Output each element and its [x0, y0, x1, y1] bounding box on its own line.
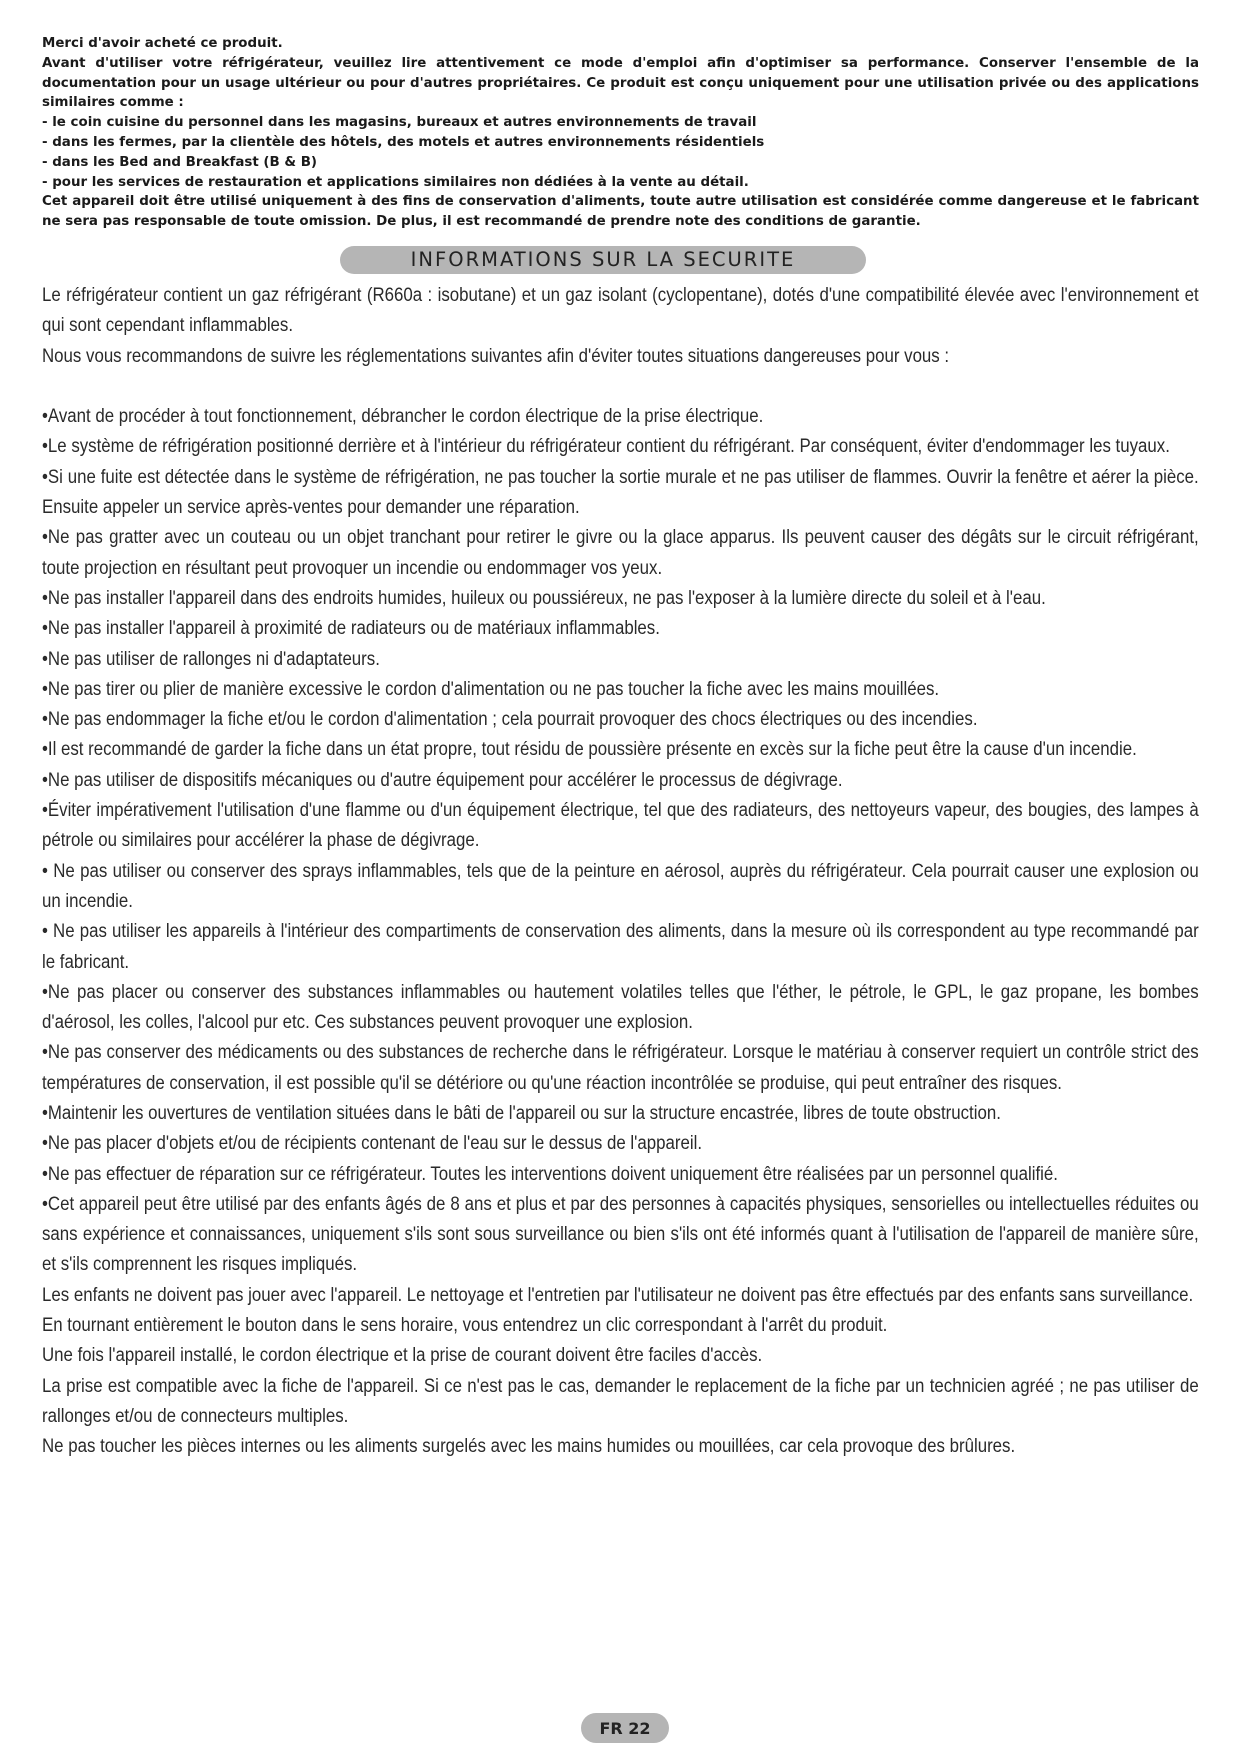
safety-bullet: •Éviter impérativement l'utilisation d'une flamme ou d'un équipement électrique, tel que des radiateurs, des nettoyeurs vapeur, des bougies, des lampes à pétrole ou similaires pour accélérer la phase de dégivrage.: [42, 799, 1199, 852]
safety-bullet: •Ne pas utiliser de dispositifs mécaniques ou d'autre équipement pour accélérer le processus de dégivrage.: [42, 768, 843, 791]
intro-line: Avant d'utiliser votre réfrigérateur, veuillez lire attentivement ce mode d'emploi afin d'optimiser sa performance. Conserver l'ensemble de la documentation pour un usage ultérieur ou pour d'autres propriétaires. Ce produit est conçu uniquement pour une utilisation privée ou des applications similaires comme :: [42, 55, 1199, 111]
safety-bullet: •Avant de procéder à tout fonctionnement, débrancher le cordon électrique de la prise électrique.: [42, 405, 764, 428]
safety-bullet: •Ne pas placer ou conserver des substances inflammables ou hautement volatiles telles que l'éther, le pétrole, le GPL, le gaz propane, les bombes d'aérosol, les colles, l'alcool pur etc. Ces substances peuvent provoquer une explosion.: [42, 980, 1199, 1034]
intro-text: [42, 34, 1199, 232]
closing-paragraph: Ne pas toucher les pièces internes ou les aliments surgelés avec les mains humides ou mouillées, car cela provoque des brûlures.: [42, 1435, 1016, 1458]
paragraph-gap: [42, 371, 1199, 401]
safety-bullet: •Le système de réfrigération positionné derrière et à l'intérieur du réfrigérateur contient du réfrigérant. Par conséquent, éviter d'endommager les tuyaux.: [42, 435, 1170, 458]
intro-line: Merci d'avoir acheté ce produit.: [42, 36, 283, 51]
safety-bullet: •Cet appareil peut être utilisé par des enfants âgés de 8 ans et plus et par des personnes à capacités physiques, sensorielles ou intellectuelles réduites ou sans expérience et connaissances, uniquement s'ils sont sous surveillance ou bien s'ils ont été informés quant à l'utilisation de l'appareil de manière sûre, et s'ils comprennent les risques impliqués.: [42, 1192, 1199, 1276]
safety-bullet: •Ne pas conserver des médicaments ou des substances de recherche dans le réfrigérateur. Lorsque le matériau à conserver requiert un contrôle strict des températures de conservation, il est possible qu'il se détériore ou qu'une réaction incontrôlée se produise, qui peut entraîner des risques.: [42, 1041, 1199, 1094]
closing-paragraph: En tournant entièrement le bouton dans le sens horaire, vous entendrez un clic correspondant à l'arrêt du produit.: [42, 1314, 888, 1337]
intro-line: - le coin cuisine du personnel dans les magasins, bureaux et autres environnements de travail: [42, 115, 757, 131]
body-paragraph: Nous vous recommandons de suivre les réglementations suivantes afin d'éviter toutes situations dangereuses pour vous :: [42, 344, 950, 367]
safety-bullet: •Ne pas placer d'objets et/ou de récipients contenant de l'eau sur le dessus de l'appareil.: [42, 1132, 703, 1155]
safety-bullet: •Ne pas gratter avec un couteau ou un objet tranchant pour retirer le givre ou la glace apparus. Ils peuvent causer des dégâts sur le circuit réfrigérant, toute projection en résultant peut provoquer un incendie ou endommager vos yeux.: [42, 526, 1199, 579]
safety-bullet: •Si une fuite est détectée dans le système de réfrigération, ne pas toucher la sortie murale et ne pas utiliser de flammes. Ouvrir la fenêtre et aérer la pièce. Ensuite appeler un service après-ventes pour demander une réparation.: [42, 465, 1199, 519]
closing-paragraph: La prise est compatible avec la fiche de l'appareil. Si ce n'est pas le cas, demander le replacement de la fiche par un technicien agréé ; ne pas utiliser de rallonges et/ou de connecteurs multiples.: [42, 1374, 1199, 1427]
intro-line: - pour les services de restauration et applications similaires non dédiées à la vente au détail.: [42, 174, 749, 190]
manual-page: [42, 34, 1199, 1462]
safety-bullet: •Ne pas tirer ou plier de manière excessive le cordon d'alimentation ou ne pas toucher la fiche avec les mains mouillées.: [42, 677, 940, 700]
closing-paragraph: Une fois l'appareil installé, le cordon électrique et la prise de courant doivent être faciles d'accès.: [42, 1344, 763, 1367]
safety-text: [42, 280, 1199, 1462]
safety-bullet: • Ne pas utiliser ou conserver des sprays inflammables, tels que de la peinture en aérosol, auprès du réfrigérateur. Cela pourrait causer une explosion ou un incendie.: [42, 859, 1199, 912]
safety-bullet: •Ne pas endommager la fiche et/ou le cordon d'alimentation ; cela pourrait provoquer des chocs électriques ou des incendies.: [42, 708, 978, 731]
safety-bullet: •Maintenir les ouvertures de ventilation situées dans le bâti de l'appareil ou sur la structure encastrée, libres de toute obstruction.: [42, 1101, 1001, 1124]
safety-bullet: •Ne pas utiliser de rallonges ni d'adaptateurs.: [42, 647, 380, 670]
section-title: INFORMATIONS SUR LA SECURITE: [340, 246, 866, 274]
safety-bullet: •Ne pas installer l'appareil à proximité de radiateurs ou de matériaux inflammables.: [42, 617, 660, 640]
closing-paragraph: Les enfants ne doivent pas jouer avec l'appareil. Le nettoyage et l'entretien par l'utilisateur ne doivent pas être effectués par des enfants sans surveillance.: [42, 1283, 1194, 1306]
body-paragraph: Le réfrigérateur contient un gaz réfrigérant (R660a : isobutane) et un gaz isolant (cyclopentane), dotés d'une compatibilité élevée avec l'environnement et qui sont cependant inflammables.: [42, 283, 1199, 337]
intro-line: Cet appareil doit être utilisé uniquement à des fins de conservation d'aliments, toute autre utilisation est considérée comme dangereuse et le fabricant ne sera pas responsable de toute omission. De plus, il est recommandé de prendre note des conditions de garantie.: [42, 194, 1199, 230]
safety-bullet: •Il est recommandé de garder la fiche dans un état propre, tout résidu de poussière présente en excès sur la fiche peut être la cause d'un incendie.: [42, 738, 1137, 761]
intro-line: - dans les Bed and Breakfast (B & B): [42, 154, 318, 170]
intro-line: - dans les fermes, par la clientèle des hôtels, des motels et autres environnements résidentiels: [42, 134, 765, 150]
safety-bullet: •Ne pas effectuer de réparation sur ce réfrigérateur. Toutes les interventions doivent uniquement être réalisées par un personnel qualifié.: [42, 1162, 1058, 1185]
safety-bullet: •Ne pas installer l'appareil dans des endroits humides, huileux ou poussiéreux, ne pas l'exposer à la lumière directe du soleil et à l'eau.: [42, 586, 1046, 609]
safety-bullet: • Ne pas utiliser les appareils à l'intérieur des compartiments de conservation des aliments, dans la mesure où ils correspondent au type recommandé par le fabricant.: [42, 920, 1199, 973]
page-number: FR 22: [581, 1713, 669, 1743]
